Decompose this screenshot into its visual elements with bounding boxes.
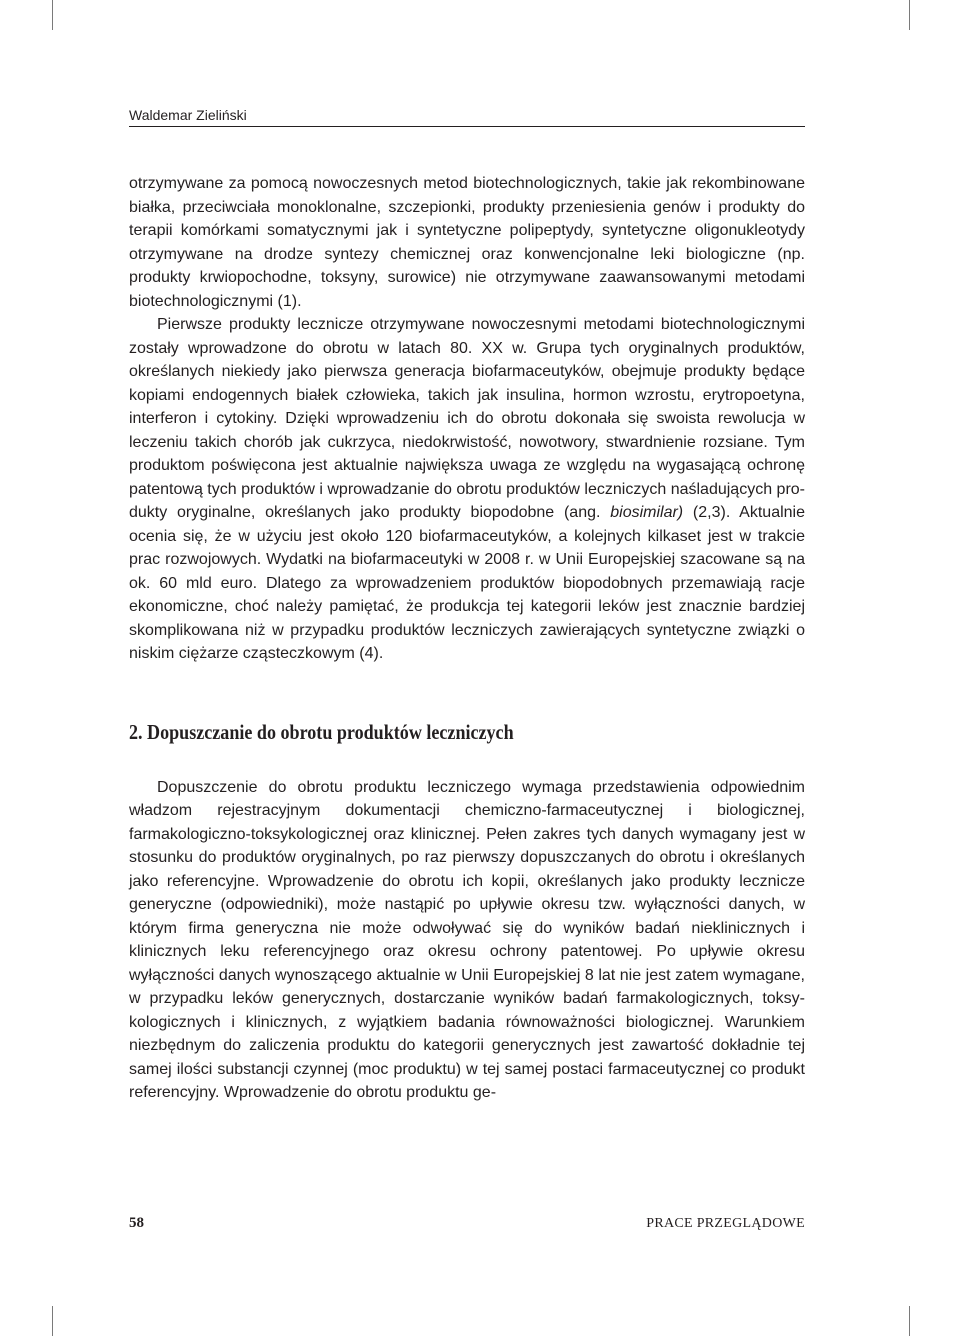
crop-mark: [909, 0, 910, 30]
article-body: [129, 172, 805, 1105]
section-heading: 2. Dopuszczanie do obrotu produktów leczniczych: [129, 719, 514, 744]
paragraph: Dopuszczenie do obrotu produktu leczniczego wymaga przedstawienia odpowiednim władzom rejestracyjnym dokumentacji chemiczno-farmaceutycznej i biologicznej, farmakologiczno-toksykologicznej oraz klinicznej. Pełen zakres tych danych wymagany jest w stosunku do produktów oryginalnych, po raz pierwszy dopuszczanych do obrotu i określanych jako referencyjne. Wprowadzenie do obrotu ich kopii, określanych jako produkty lecznicze generyczne (odpowiedniki), może nastąpić po upływie okresu tzw. wyłączności danych, w którym firma generyczna nie może odwoływać się do wyników badań nieklinicznych i klinicznych leku referencyjnego oraz okresu ochrony patentowej. Po upływie okresu wyłączności danych wynoszącego aktualnie w Unii Europejskiej 8 lat nie jest zatem wymagane, w przypadku leków generycznych, dostarczanie wyników badań farmakologicznych, toksykologicznych i klinicznych, z wyjątkiem badania równoważności biologicznej. Warunkiem niezbędnym do zaliczenia produktu do kategorii generycznych jest zawartość dokładnie tej samej ilości substancji czynnej (moc produktu) w tej samej postaci farmaceutycznej co produkt referencyjny. Wprowadzenie do obrotu produktu ge-: [129, 778, 805, 1101]
paragraph-text: (2,3). Aktualnie ocenia się, że w użyciu jest około 120 biofarmaceutyków, a kolejnych kilkaset jest w trakcie prac rozwojowych. Wydatki na biofarmaceutyki w 2008 r. w Unii Europejskiej szacowane są na ok. 60 mld euro. Dlatego za wprowadzeniem produktów biopodobnych przemawiają racje ekonomiczne, choć należy pamiętać, że produkcja tej kategorii leków jest znacznie bardziej skomplikowana niż w przypadku produktów leczniczych zawierających syntetyczne związki o niskim ciężarze cząsteczkowym (4).: [129, 504, 805, 662]
paragraph-text: Pierwsze produkty lecznicze otrzymywane nowoczesnymi metodami biotechnologicznymi zostały wprowadzone do obrotu w latach 80. XX w. Grupa tych oryginalnych produktów, określanych niekiedy jako pierwsza generacja biofarmaceutyków, obejmuje produkty będące kopiami endogennych białek człowieka, takich jak insulina, hormon wzrostu, erytropoetyna, interferon i cytokiny. Dzięki wprowadzeniu ich do obrotu dokonała się swoista rewolucja w leczeniu takich chorób jak cukrzyca, niedokrwistość, nowotwory, stwardnienie rozsiane. Tym produktom poświęcona jest aktualnie największa uwaga ze względu na wygasającą ochronę patentową tych produktów i wprowadzanie do obrotu produktów leczniczych naśladujących produkty oryginalne, określanych jako produkty biopodobne (ang.: [129, 316, 805, 521]
page-footer: [129, 1215, 805, 1232]
crop-mark: [52, 0, 53, 30]
paragraph: [129, 313, 805, 666]
italic-term: biosimilar): [610, 504, 684, 521]
crop-mark: [52, 1306, 53, 1336]
page-number: 58: [129, 1215, 144, 1231]
running-header: [129, 107, 805, 127]
journal-section-name: PRACE PRZEGLĄDOWE: [646, 1216, 805, 1231]
header-author: Waldemar Zieliński: [129, 107, 247, 123]
paragraph: otrzymywane za pomocą nowoczesnych metod biotechnologicznych, takie jak rekombinowane białka, przeciwciała monoklonalne, szczepionki, produkty przeniesienia genów i produkty do terapii komórkami somatycznymi jak i syntetyczne polipeptydy, syntetyczne oligonukleotydy otrzymywane na drodze syntezy chemicznej oraz konwencjonalne leki biologiczne (np. produkty krwiopochodne, toksyny, surowice) nie otrzymywane zaawansowanymi metodami biotechnologicznymi (1).: [129, 175, 805, 310]
crop-mark: [909, 1306, 910, 1336]
